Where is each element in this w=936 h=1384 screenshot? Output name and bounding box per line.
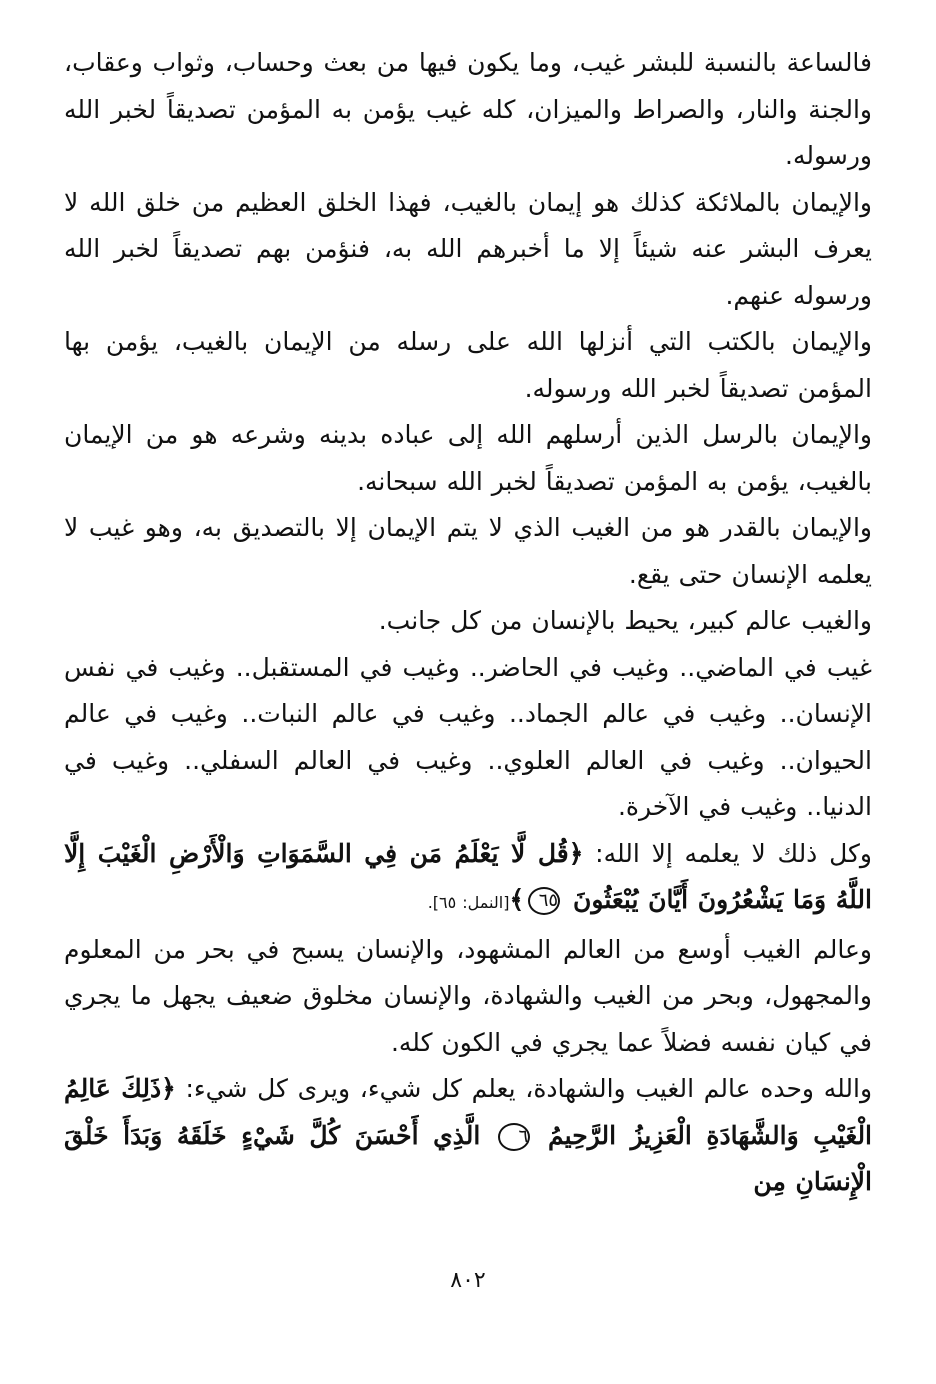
verse-intro-2: والله وحده عالم الغيب والشهادة، يعلم كل شيء، ويرى كل شيء: <box>185 1074 873 1103</box>
ayah-number-marker-2: ٦ <box>498 1123 530 1151</box>
quran-bracket-close: ﴾ <box>509 885 525 914</box>
paragraph-decree: والإيمان بالقدر هو من الغيب الذي لا يتم الإيمان إلا بالتصديق به، وهو غيب لا يعلمه الإنسان حتى يقع. <box>64 513 872 589</box>
paragraph-verse-sajdah <box>64 1066 872 1206</box>
page-number: ٨٠٢ <box>450 1268 486 1293</box>
paragraph-books: والإيمان بالكتب التي أنزلها الله على رسله من الإيمان بالغيب، يؤمن بها المؤمن تصديقاً لخبر الله ورسوله. <box>64 327 872 403</box>
quran-bracket-open: ﴿ <box>568 838 584 868</box>
paragraph-resurrection: فالساعة بالنسبة للبشر غيب، وما يكون فيها من بعث وحساب، وثواب وعقاب، والجنة والنار، والصراط والميزان، كله غيب يؤمن به المؤمن تصديقاً لخبر الله ورسوله. <box>64 48 872 170</box>
paragraph-unseen-list: غيب في الماضي.. وغيب في الحاضر.. وغيب في المستقبل.. وغيب في نفس الإنسان.. وغيب في عالم الجماد.. وغيب في عالم النبات.. وغيب في عالم الحيوان.. وغيب في العالم العلوي.. وغيب في العالم السفلي.. وغيب في الدنيا.. وغيب في الآخرة. <box>64 652 872 821</box>
paragraph-angels: والإيمان بالملائكة كذلك هو إيمان بالغيب، فهذا الخلق العظيم من خلق الله لا يعرف البشر عنه شيئاً إلا ما أخبرهم الله به، فنؤمن بهم تصديقاً لخبر الله ورسوله عنهم. <box>64 187 872 310</box>
page-body <box>64 40 872 1206</box>
quran-verse-part-2: الَّذِي أَحْسَنَ كُلَّ شَيْءٍ خَلَقَهُ وَبَدَأَ خَلْقَ الْإِنسَانِ مِن <box>64 1120 872 1196</box>
ayah-number-marker: ٦٥ <box>528 887 560 915</box>
paragraph-unseen-world: والغيب عالم كبير، يحيط بالإنسان من كل جانب. <box>378 606 872 635</box>
paragraph-unseen-vast: وعالم الغيب أوسع من العالم المشهود، والإنسان يسبح في بحر من المعلوم والمجهول، وبحر من الغيب والشهادة، والإنسان مخلوق ضعيف يجهل ما يجري في كيان نفسه فضلاً عما يجري في الكون كله. <box>64 934 872 1057</box>
paragraph-messengers: والإيمان بالرسل الذين أرسلهم الله إلى عباده بدينه وشرعه هو من الإيمان بالغيب، يؤمن به المؤمن تصديقاً لخبر الله سبحانه. <box>64 420 872 496</box>
quran-verse-text: قُل لَّا يَعْلَمُ مَن فِي السَّمَوَاتِ وَالْأَرْضِ الْغَيْبَ إِلَّا اللَّهُ وَمَا يَشْعُرُونَ أَيَّانَ يُبْعَثُونَ <box>64 838 872 914</box>
quran-bracket-open-2: ﴿ <box>161 1074 176 1103</box>
paragraph-verse-naml <box>64 831 872 927</box>
verse-reference: [النمل: ٦٥]. <box>427 893 510 912</box>
verse-intro: وكل ذلك لا يعلمه إلا الله: <box>595 838 872 868</box>
quran-verse-part-1: ذَلِكَ عَالِمُ الْغَيْبِ وَالشَّهَادَةِ الْعَزِيزُ الرَّحِيمُ <box>64 1074 873 1150</box>
